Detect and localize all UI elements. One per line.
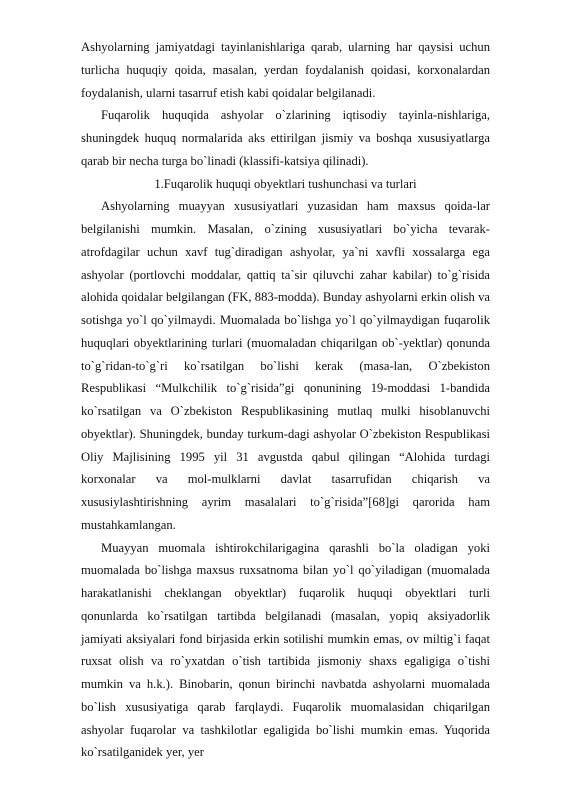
paragraph-classification: Fuqarolik huquqida ashyolar o`zlarining iqtisodiy tayinla-nishlariga, shuningdek huquq normalarida aks ettirilgan jismiy va boshqa xususiyatlarga qarab bir necha turga bo`linadi (klassifi-katsiya qilinadi). <box>81 108 490 168</box>
document-body <box>81 36 490 764</box>
paragraph-restricted-objects: Muayyan muomala ishtirokchilarigagina qarashli bo`la oladigan yoki muomalada bo`lishga maxsus ruxsatnoma bilan yo`l qo`yiladigan (muomalada harakatlanishi cheklangan obyektlar) fuqarolik huquqi obyektlari turli qonunlarda ko`rsatilgan tartibda belgilanadi (masalan, yopiq aksiyadorlik jamiyati aksiyalari fond birjasida erkin sotilishi mumkin emas, ov miltig`i faqat ruxsat olish va ro`yxatdan o`tish tartibida jismoniy shaxs egaligiga o`tishi mumkin va h.k.). Binobarin, qonun birinchi navbatda ashyolarni muomalada bo`lish xususiyatiga qarab farqlaydi. Fuqarolik muomalasidan chiqarilgan ashyolar fuqarolar va tashkilotlar egaligida bo`lishi mumkin emas. Yuqorida ko`rsatilganidek yer, yer <box>81 540 490 760</box>
paragraph-intro: Ashyolarning jamiyatdagi tayinlanishlariga qarab, ularning har qaysisi uchun turlicha huquqiy qoida, masalan, yerdan foydalanish qoidasi, korxonalardan foydalanish, ularni tasarruf etish kabi qoidalar belgilanadi. <box>81 40 490 100</box>
paragraph-special-rules: Ashyolarning muayyan xususiyatlari yuzasidan ham maxsus qoida-lar belgilanishi mumkin. Masalan, o`zining xususiyatlari bo`yicha tevarak-atrofdagilar uchun xavf tug`diradigan ashyolar, ya`ni xavfli xossalarga ega ashyolar (portlovchi moddalar, qattiq ta`sir qiluvchi zahar kabilar) to`g`risida alohida qoidalar belgilangan (FK, 883-modda). Bunday ashyolarni erkin olish va sotishga yo`l qo`yilmaydi. Muomalada bo`lishga yo`l qo`yilmaydigan fuqarolik huquqlari obyektlarining turlari (muomaladan chiqarilgan ob`-yektlar) qonunda to`g`ridan-to`g`ri ko`rsatilgan bo`lishi kerak (masa-lan, O`zbekiston Respublikasi “Mulkchilik to`g`risida”gi qonunining 19-moddasi 1-bandida ko`rsatilgan va O`zbekiston Respublikasining mutlaq mulki hisoblanuvchi obyektlar). Shuningdek, bunday turkum-dagi ashyolar O`zbekiston Respublikasi Oliy Majlisining 1995 yil 31 avgustda qabul qilingan “Alohida turdagi korxonalar va mol-mulklarni davlat tasarrufidan chiqarish va xususiylashtirishning ayrim masalalari to`g`risida”[68]gi qarorida ham mustahkamlangan. <box>81 199 490 532</box>
section-heading: 1.Fuqarolik huquqi obyektlari tushunchasi va turlari <box>154 176 417 191</box>
